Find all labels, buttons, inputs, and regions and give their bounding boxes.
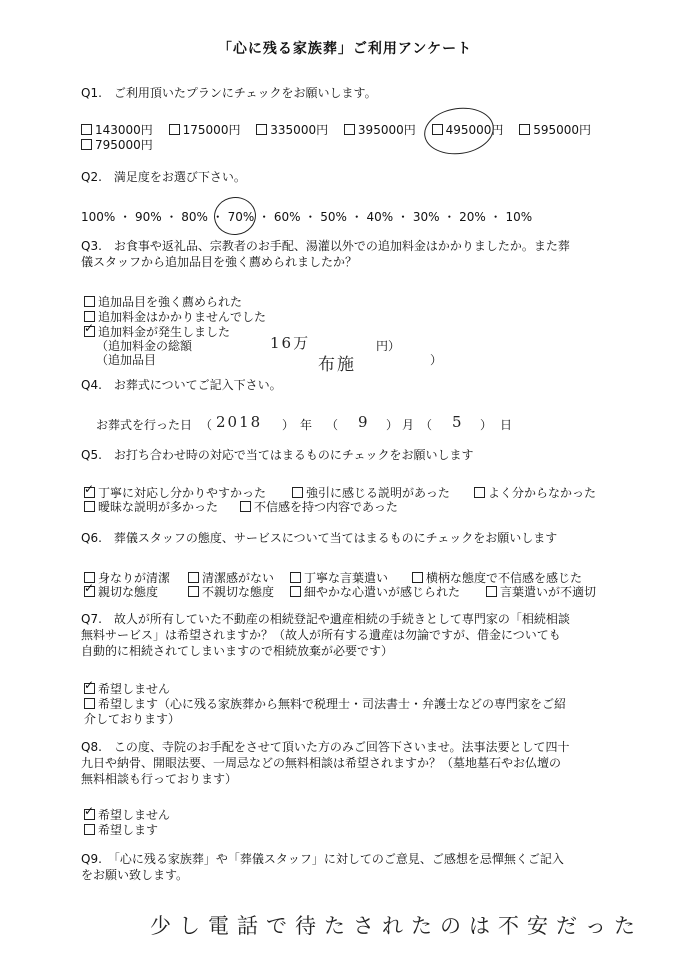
q2-separator: ・	[207, 210, 228, 224]
q2-question: Q2. 満足度をお選び下さい。	[81, 170, 246, 184]
q2-separator: ・	[439, 210, 460, 224]
q8-question-line3: 無料相談も行っております）	[81, 772, 238, 786]
q2-scale	[81, 210, 532, 225]
q8-option-no[interactable]: ✓希望しません	[84, 808, 170, 823]
q3-handwritten-amount: 16万	[270, 334, 311, 352]
q2-option[interactable]: 40%	[366, 210, 394, 224]
checkbox-icon[interactable]	[290, 586, 301, 597]
q9-handwritten-answer: 少し電話で待たされたのは不安だった	[150, 914, 643, 938]
checkbox-icon[interactable]	[344, 124, 355, 135]
q6-option-unkind[interactable]: 不親切な態度	[188, 585, 274, 600]
q5-option-vague[interactable]: 曖昧な説明が多かった	[84, 500, 218, 515]
checkbox-icon[interactable]	[188, 572, 199, 583]
q4-month-open: （	[326, 418, 339, 432]
q2-option[interactable]: 20%	[459, 210, 486, 224]
q2-separator: ・	[346, 210, 367, 224]
q4-day-close: ）	[480, 418, 493, 432]
q3-total-label: （追加料金の総額	[96, 339, 193, 353]
q3-total-unit: 円）	[376, 339, 401, 353]
checkbox-icon[interactable]	[81, 124, 92, 135]
q4-month-close: ）	[386, 418, 399, 432]
q2-separator: ・	[300, 210, 321, 224]
q2-option[interactable]: 90%	[134, 210, 162, 224]
q4-year-open: （	[200, 418, 213, 432]
checkbox-icon[interactable]	[84, 824, 95, 835]
q4-year-unit: 年	[300, 418, 313, 432]
checkbox-icon[interactable]	[412, 572, 423, 583]
q4-month-value: 9	[358, 413, 370, 431]
q2-option[interactable]: 80%	[181, 210, 208, 224]
q3-handwritten-item: 布施	[318, 355, 356, 375]
q4-date-label: お葬式を行った日	[96, 418, 193, 432]
q8-option-yes[interactable]: 希望します	[84, 823, 158, 838]
q6-option-polite-language[interactable]: 丁寧な言葉遣い	[290, 571, 388, 586]
q2-separator: ・	[161, 210, 182, 224]
q1-option-175000[interactable]: 175000円	[169, 123, 241, 137]
q2-option[interactable]: 100%	[81, 210, 116, 224]
q7-question-line1: Q7. 故人が所有していた不動産の相続登記や遺産相続の手続きとして専門家の「相続相談	[81, 612, 570, 626]
checkbox-icon[interactable]	[240, 501, 251, 512]
q3-option-extra-fee[interactable]: ✓追加料金が発生しました	[84, 325, 230, 340]
checkbox-checked-icon[interactable]	[84, 683, 95, 694]
checkbox-icon[interactable]	[474, 487, 485, 498]
checkbox-icon[interactable]	[519, 124, 530, 135]
q5-question: Q5. お打ち合わせ時の対応で当てはまるものにチェックをお願いします	[81, 448, 474, 462]
q5-option-distrust[interactable]: 不信感を持つ内容であった	[240, 500, 398, 515]
q1-option-595000[interactable]: 595000円	[519, 123, 591, 137]
q2-option[interactable]: 30%	[412, 210, 440, 224]
q2-selection-circle	[212, 195, 258, 237]
q4-day-unit: 日	[500, 418, 513, 432]
q1-selection-circle	[421, 103, 497, 158]
q2-separator: ・	[393, 210, 413, 224]
q4-year-value: 2018	[216, 413, 263, 431]
q1-option-335000[interactable]: 335000円	[256, 123, 328, 137]
q1-options-row1	[81, 123, 603, 138]
checkbox-checked-icon[interactable]	[84, 809, 95, 820]
q4-year-close: ）	[282, 418, 295, 432]
q7-option-yes-line2: 介しております）	[84, 712, 181, 726]
q9-question-line1: Q9. 「心に残る家族葬」や「葬儀スタッフ」に対してのご意見、ご感想を忌憚無くご記入	[81, 852, 564, 866]
q8-question-line1: Q8. この度、寺院のお手配をさせて頂いた方のみご回答下さいませ。法事法要として四十	[81, 740, 570, 754]
q5-option-forceful[interactable]: 強引に感じる説明があった	[292, 486, 450, 501]
checkbox-checked-icon[interactable]	[84, 586, 95, 597]
checkbox-checked-icon[interactable]	[84, 326, 95, 337]
q9-question-line2: をお願い致します。	[81, 868, 189, 882]
checkbox-icon[interactable]	[256, 124, 267, 135]
q3-item-close: ）	[430, 353, 443, 367]
q6-option-not-clean[interactable]: 清潔感がない	[188, 571, 274, 586]
q5-option-unclear[interactable]: よく分からなかった	[474, 486, 596, 501]
q7-option-no[interactable]: ✓希望しません	[84, 682, 170, 697]
q2-option[interactable]: 70%	[227, 210, 255, 224]
checkbox-icon[interactable]	[486, 586, 497, 597]
q4-month-unit: 月	[402, 418, 415, 432]
q1-option-795000[interactable]: 795000円	[81, 138, 153, 152]
checkbox-icon[interactable]	[169, 124, 180, 135]
q1-option-395000[interactable]: 395000円	[344, 123, 416, 137]
checkbox-icon[interactable]	[84, 501, 95, 512]
checkbox-icon[interactable]	[292, 487, 303, 498]
q4-question: Q4. お葬式についてご記入下さい。	[81, 378, 282, 392]
q6-option-improper-language[interactable]: 言葉遣いが不適切	[486, 585, 596, 600]
q5-option-polite[interactable]: ✓丁寧に対応し分かりやすかった	[84, 486, 266, 501]
q1-options-row2	[81, 138, 165, 153]
page-title: 「心に残る家族葬」ご利用アンケート	[217, 41, 473, 57]
checkbox-icon[interactable]	[84, 296, 95, 307]
q2-option[interactable]: 60%	[273, 210, 301, 224]
q2-option[interactable]: 50%	[320, 210, 347, 224]
q2-separator: ・	[485, 210, 506, 224]
q2-separator: ・	[115, 210, 135, 224]
q6-option-kind[interactable]: ✓親切な態度	[84, 585, 158, 600]
q1-option-143000[interactable]: 143000円	[81, 123, 153, 137]
q6-question: Q6. 葬儀スタッフの態度、サービスについて当てはまるものにチェックをお願いします	[81, 531, 558, 545]
q6-option-arrogant[interactable]: 横柄な態度で不信感を感じた	[412, 571, 582, 586]
checkbox-checked-icon[interactable]	[84, 487, 95, 498]
q3-option-no-extra-fee[interactable]: 追加料金はかかりませんでした	[84, 310, 266, 325]
q2-option[interactable]: 10%	[505, 210, 533, 224]
q1-question: Q1. ご利用頂いたプランにチェックをお願いします。	[81, 86, 377, 100]
q1-option-495000[interactable]: 495000円	[432, 123, 504, 137]
q7-option-yes[interactable]: 希望します（心に残る家族葬から無料で税理士・司法書士・弁護士などの専門家をご紹	[84, 697, 566, 712]
checkbox-icon[interactable]	[84, 698, 95, 709]
q3-question-line1: Q3. お食事や返礼品、宗教者のお手配、湯灌以外での追加料金はかかりましたか。また葬	[81, 239, 570, 253]
checkbox-icon[interactable]	[81, 139, 92, 150]
q7-question-line2: 無料サービス」は希望されますか？（故人が所有する遺産は勿論ですが、借金についても	[81, 628, 561, 642]
q2-separator: ・	[254, 210, 274, 224]
checkbox-icon[interactable]	[188, 586, 199, 597]
q3-question-line2: 儀スタッフから追加品目を強く薦められましたか？	[81, 255, 358, 269]
q3-item-label: （追加品目	[96, 353, 157, 367]
q6-option-attentive[interactable]: 細やかな心遣いが感じられた	[290, 585, 460, 600]
q8-question-line2: 九日や納骨、開眼法要、一周忌などの無料相談は希望されますか？（墓地墓石やお仏壇の	[81, 756, 562, 770]
q3-option-strongly-recommended[interactable]: 追加品目を強く薦められた	[84, 295, 242, 310]
q4-day-value: 5	[452, 413, 464, 431]
q6-option-clean-appearance[interactable]: 身なりが清潔	[84, 571, 170, 586]
q7-question-line3: 自動的に相続されてしまいますので相続放棄が必要です）	[81, 644, 394, 658]
q4-day-open: （	[420, 418, 433, 432]
checkbox-icon[interactable]	[290, 572, 301, 583]
